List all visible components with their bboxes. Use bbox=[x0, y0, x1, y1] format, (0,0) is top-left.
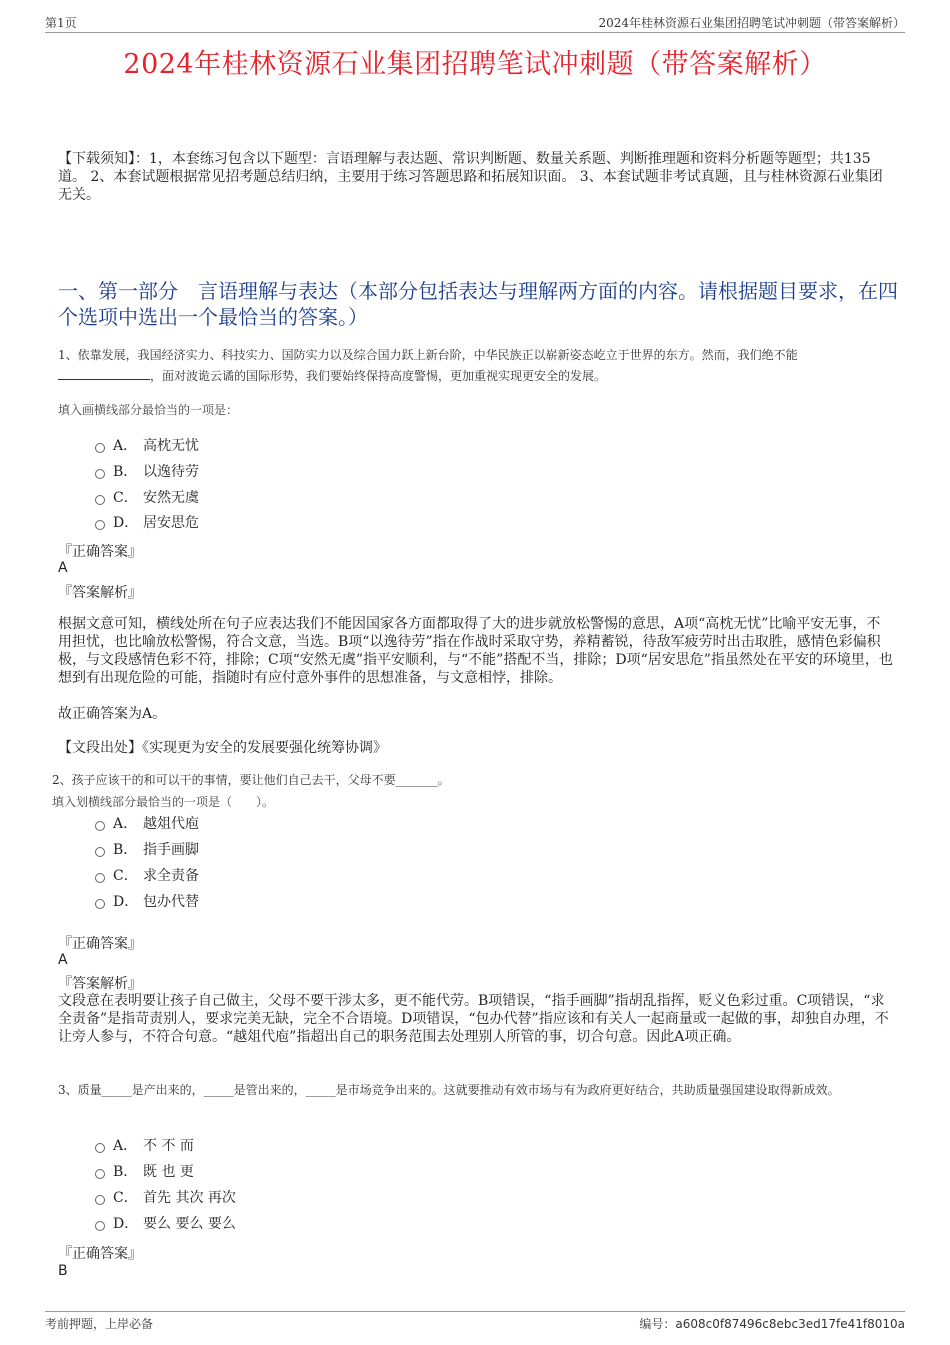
question-1-analysis-label: 『答案解析』 bbox=[58, 585, 142, 601]
radio-icon[interactable] bbox=[95, 1221, 105, 1231]
question-1-analysis: 根据文意可知，横线处所在句子应表达我们不能因国家各方面都取得了大的进步就放松警惕的意思，A项“高枕无忧”比喻平安无事，不用担忧，也比喻放松警惕，符合文意，当选。B项“以逸待劳”指在作战时采取守势，养精蓄锐，待敌军疲劳时出击取胜，感情色彩偏积极，与文段感情色彩不符，排除；C项“安然无虞”指平安顺利，与“不能”搭配不当，排除；D项“居安思危”指虽然处在平安的环境里，也想到有出现危险的可能，指随时有应付意外事件的思想准备，与文意相悖，排除。 bbox=[58, 616, 893, 686]
page-number: 第1页 bbox=[45, 16, 77, 30]
radio-icon[interactable] bbox=[95, 821, 105, 831]
option-letter: B． bbox=[113, 1164, 138, 1180]
option-letter: A． bbox=[113, 816, 138, 832]
question-1-text bbox=[58, 345, 898, 387]
option-text: 既 也 更 bbox=[143, 1164, 194, 1180]
footer-code-label: 编号： bbox=[639, 1317, 676, 1331]
question-3-correct-label: 『正确答案』 bbox=[58, 1246, 142, 1262]
question-1-correct-label: 『正确答案』 bbox=[58, 544, 142, 560]
question-1-answer: A bbox=[58, 560, 68, 576]
question-1-text-part-b: ，面对波诡云谲的国际形势，我们要始终保持高度警惕，更加重视实现更安全的发展。 bbox=[150, 369, 607, 383]
question-1-source: 【文段出处】《实现更为安全的发展要强化统筹协调》 bbox=[58, 740, 387, 756]
question-2-text: 2、孩子应该干的和可以干的事情，要让他们自己去干，父母不要_______。 bbox=[52, 773, 450, 787]
radio-icon[interactable] bbox=[95, 520, 105, 530]
header-divider bbox=[45, 32, 905, 33]
question-2-correct-label: 『正确答案』 bbox=[58, 936, 142, 952]
question-2-option-d[interactable] bbox=[95, 892, 199, 912]
question-2-analysis: 文段意在表明要让孩子自己做主，父母不要干涉太多，更不能代劳。B项错误，“指手画脚”指胡乱指挥，贬义色彩过重。C项错误，“求全责备”是指苛责别人，要求完美无缺，完全不合语境。D项错误，“包办代替”指应该和有关人一起商量或一起做的事，却独自办理，不让旁人参与，不符合句意。“越俎代庖”指超出自己的职务范围去处理别人所管的事，切合句意。因此A项正确。 bbox=[58, 993, 889, 1045]
radio-icon[interactable] bbox=[95, 469, 105, 479]
question-1-text-part-a: 1、依靠发展，我国经济实力、科技实力、国防实力以及综合国力跃上新台阶，中华民族正以崭新姿态屹立于世界的东方。然而，我们绝不能 bbox=[58, 348, 798, 362]
question-3-option-d[interactable] bbox=[95, 1214, 236, 1234]
radio-icon[interactable] bbox=[95, 899, 105, 909]
footer-code bbox=[639, 1315, 905, 1332]
question-1-prompt: 填入画横线部分最恰当的一项是： bbox=[58, 403, 239, 417]
question-3-option-c[interactable] bbox=[95, 1188, 236, 1208]
question-1-blank bbox=[58, 367, 150, 380]
option-text: 包办代替 bbox=[143, 894, 199, 910]
question-2-analysis-label: 『答案解析』 bbox=[58, 976, 142, 992]
question-2-answer: A bbox=[58, 952, 68, 968]
question-1-conclusion: 故正确答案为A。 bbox=[58, 706, 167, 722]
question-3-text: 3、质量_____是产出来的，_____是管出来的，_____是市场竞争出来的。这就要推动有效市场与有为政府更好结合，共助质量强国建设取得新成效。 bbox=[58, 1083, 840, 1097]
option-letter: D． bbox=[113, 1216, 139, 1232]
question-2-option-a[interactable] bbox=[95, 814, 199, 834]
radio-icon[interactable] bbox=[95, 847, 105, 857]
question-3-answer: B bbox=[58, 1263, 68, 1279]
footer-code-value: a608c0f87496c8ebc3ed17fe41f8010a bbox=[675, 1317, 905, 1331]
radio-icon[interactable] bbox=[95, 1169, 105, 1179]
question-1-option-c[interactable] bbox=[95, 488, 199, 508]
option-letter: B． bbox=[113, 842, 138, 858]
option-text: 不 不 而 bbox=[143, 1138, 194, 1154]
option-letter: D． bbox=[113, 515, 139, 531]
option-text: 首先 其次 再次 bbox=[143, 1190, 236, 1206]
footer-divider bbox=[45, 1311, 905, 1312]
question-1-option-a[interactable] bbox=[95, 436, 199, 456]
radio-icon[interactable] bbox=[95, 1143, 105, 1153]
question-3-option-b[interactable] bbox=[95, 1162, 194, 1182]
option-text: 越俎代庖 bbox=[143, 816, 199, 832]
section-heading: 一、第一部分 言语理解与表达（本部分包括表达与理解两方面的内容。请根据题目要求，在四个选项中选出一个最恰当的答案。） bbox=[58, 279, 898, 329]
radio-icon[interactable] bbox=[95, 443, 105, 453]
option-text: 求全责备 bbox=[143, 868, 199, 884]
option-text: 居安思危 bbox=[143, 515, 199, 531]
option-letter: B． bbox=[113, 464, 138, 480]
question-1-option-d[interactable] bbox=[95, 513, 199, 533]
radio-icon[interactable] bbox=[95, 495, 105, 505]
question-2-option-c[interactable] bbox=[95, 866, 199, 886]
document-title: 2024年桂林资源石业集团招聘笔试冲刺题（带答案解析） bbox=[123, 49, 827, 80]
question-2-prompt: 填入划横线部分最恰当的一项是（ ）。 bbox=[52, 795, 275, 809]
option-letter: D． bbox=[113, 894, 139, 910]
option-text: 要么 要么 要么 bbox=[143, 1216, 236, 1232]
question-3-option-a[interactable] bbox=[95, 1136, 194, 1156]
question-1-option-b[interactable] bbox=[95, 462, 199, 482]
question-2-option-b[interactable] bbox=[95, 840, 199, 860]
option-text: 以逸待劳 bbox=[143, 464, 199, 480]
radio-icon[interactable] bbox=[95, 873, 105, 883]
option-letter: C． bbox=[113, 1190, 138, 1206]
radio-icon[interactable] bbox=[95, 1195, 105, 1205]
download-notice: 【下载须知】：1，本套练习包含以下题型：言语理解与表达题、常识判断题、数量关系题、判断推理题和资料分析题等题型；共135道。 2、本套试题根据常见招考题总结归纳，主要用于练习答题思路和拓展知识面。 3、本套试题非考试真题，且与桂林资源石业集团无关。 bbox=[58, 151, 883, 203]
option-letter: C． bbox=[113, 868, 138, 884]
option-text: 高枕无忧 bbox=[143, 438, 199, 454]
running-title: 2024年桂林资源石业集团招聘笔试冲刺题（带答案解析） bbox=[598, 16, 905, 30]
option-text: 指手画脚 bbox=[143, 842, 199, 858]
option-text: 安然无虞 bbox=[143, 490, 199, 506]
footer-slogan: 考前押题，上岸必备 bbox=[45, 1317, 154, 1331]
option-letter: C． bbox=[113, 490, 138, 506]
option-letter: A． bbox=[113, 438, 138, 454]
option-letter: A． bbox=[113, 1138, 138, 1154]
